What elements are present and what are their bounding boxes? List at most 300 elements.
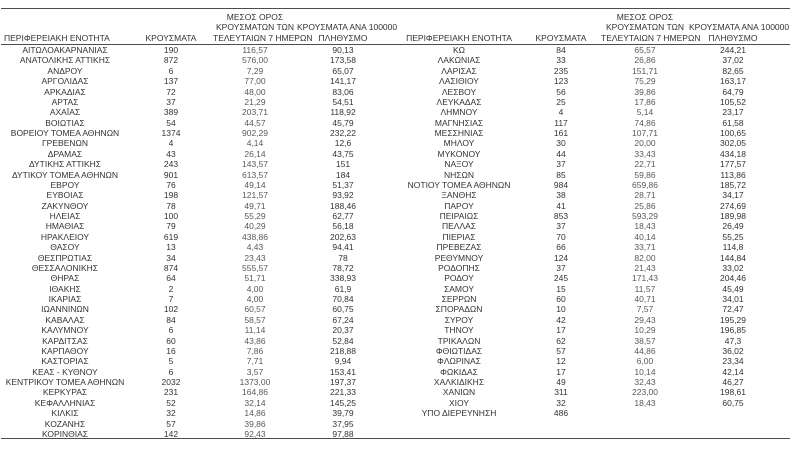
avg7-value: 11,14 xyxy=(244,325,266,336)
avg7-value: 121,57 xyxy=(242,190,268,201)
avg7-value: 143,57 xyxy=(242,159,268,170)
region-name: ΝΗΣΩΝ xyxy=(443,169,475,180)
avg7-value: 65,57 xyxy=(634,45,656,55)
per100k-value: 37,95 xyxy=(332,418,354,429)
avg7-value: 171,43 xyxy=(632,273,658,284)
cases-value: 84 xyxy=(556,45,566,55)
avg7-value: 33,43 xyxy=(634,148,656,159)
table-row xyxy=(1,242,389,252)
header-per100k-line2: ΠΛΗΘΥΣΜΟ xyxy=(708,32,758,43)
avg7-value: 902,29 xyxy=(242,128,268,138)
table-row xyxy=(397,232,777,242)
cases-value: 198 xyxy=(163,190,179,201)
region-name: ΗΡΑΚΛΕΙΟΥ xyxy=(40,231,90,242)
table-row xyxy=(1,107,389,117)
cases-value: 66 xyxy=(556,242,566,253)
cases-value: 872 xyxy=(163,55,179,66)
table-row xyxy=(1,159,389,169)
avg7-value: 26,14 xyxy=(244,148,266,159)
region-name: ΣΠΟΡΑΔΩΝ xyxy=(435,304,483,315)
region-name: ΙΩΑΝΝΙΝΩΝ xyxy=(41,304,89,315)
table-row xyxy=(397,118,777,128)
header-avg7-right xyxy=(601,11,701,45)
avg7-value: 43,86 xyxy=(244,335,266,346)
avg7-value: 10,29 xyxy=(634,325,656,336)
per100k-value: 232,22 xyxy=(330,128,356,138)
avg7-value: 58,57 xyxy=(244,314,266,325)
table-row xyxy=(397,180,777,190)
table-row xyxy=(1,273,389,283)
header-avg7-line3: ΤΕΛΕΥΤΑΙΩΝ 7 ΗΜΕΡΩΝ xyxy=(601,32,701,43)
cases-value: 49 xyxy=(556,377,566,387)
table-row xyxy=(397,242,777,252)
header-region-right: ΠΕΡΙΦΕΡΕΙΑΚΗ ΕΝΟΤΗΤΑ xyxy=(406,32,512,43)
avg7-value: 4,14 xyxy=(246,138,264,149)
cases-value: 124 xyxy=(553,252,569,263)
per100k-value: 145,25 xyxy=(330,397,356,408)
cases-value: 4 xyxy=(168,138,174,149)
avg7-value: 49,71 xyxy=(244,200,266,211)
per100k-value: 55,25 xyxy=(722,231,744,242)
avg7-value: 60,57 xyxy=(244,304,266,315)
region-name: ΚΕΦΑΛΛΗΝΙΑΣ xyxy=(34,397,96,408)
region-name: ΒΟΡΕΙΟΥ ΤΟΜΕΑ ΑΘΗΝΩΝ xyxy=(10,128,120,138)
cases-value: 100 xyxy=(163,211,179,221)
avg7-value: 7,86 xyxy=(246,345,264,356)
cases-value: 486 xyxy=(553,408,569,419)
region-name: ΘΑΣΟΥ xyxy=(50,242,80,253)
per100k-value: 151 xyxy=(335,159,351,170)
per100k-value: 52,84 xyxy=(332,335,354,346)
region-name: ΦΘΙΩΤΙΔΑΣ xyxy=(435,345,483,356)
per100k-value: 93,92 xyxy=(332,190,354,201)
region-name: ΑΡΓΟΛΙΔΑΣ xyxy=(41,76,89,87)
cases-value: 41 xyxy=(556,200,566,211)
table-row xyxy=(1,66,389,76)
table-row xyxy=(1,315,389,325)
table-row xyxy=(1,201,389,211)
per100k-value: 65,07 xyxy=(332,65,354,76)
region-name: ΚΕΝΤΡΙΚΟΥ ΤΟΜΕΑ ΑΘΗΝΩΝ xyxy=(5,377,125,387)
per100k-value: 23,17 xyxy=(722,107,744,118)
avg7-value: 116,57 xyxy=(242,45,268,55)
cases-value: 2 xyxy=(168,283,174,294)
avg7-value: 29,43 xyxy=(634,314,656,325)
per100k-value: 153,41 xyxy=(330,366,356,377)
per100k-value: 64,79 xyxy=(722,86,744,97)
avg7-value: 4,43 xyxy=(246,242,264,253)
table-row xyxy=(397,398,777,408)
per100k-value: 60,75 xyxy=(332,304,354,315)
per100k-value: 78 xyxy=(338,252,348,263)
region-name: ΗΛΕΙΑΣ xyxy=(49,211,81,221)
header-avg7-line1: ΜΕΣΟΣ ΟΡΟΣ xyxy=(226,11,284,22)
table-row xyxy=(1,45,389,55)
per100k-value: 26,49 xyxy=(722,221,744,232)
avg7-value: 26,86 xyxy=(634,55,656,66)
region-name: ΠΙΕΡΙΑΣ xyxy=(442,231,476,242)
region-name: ΑΝΔΡΟΥ xyxy=(47,65,83,76)
per100k-value: 72,47 xyxy=(722,304,744,315)
region-name: ΚΕΡΚΥΡΑΣ xyxy=(42,387,88,398)
avg7-value: 44,57 xyxy=(244,117,266,128)
avg7-value: 6,00 xyxy=(636,356,654,367)
cases-value: 42 xyxy=(556,314,566,325)
avg7-value: 21,29 xyxy=(244,96,266,107)
regional-cases-table xyxy=(1,8,790,439)
per100k-value: 221,33 xyxy=(330,387,356,398)
header-per100k-line1: ΚΡΟΥΣΜΑΤΑ ΑΝΑ 100000 xyxy=(689,22,790,32)
cases-value: 79 xyxy=(166,221,176,232)
cases-value: 52 xyxy=(166,397,176,408)
per100k-value: 94,41 xyxy=(332,242,354,253)
table-row xyxy=(397,346,777,356)
cases-value: 853 xyxy=(553,211,569,221)
cases-value: 235 xyxy=(553,65,569,76)
per100k-value: 70,84 xyxy=(332,294,354,304)
table-row xyxy=(397,201,777,211)
header-avg7-line1: ΜΕΣΟΣ ΟΡΟΣ xyxy=(616,11,674,22)
per100k-value: 185,72 xyxy=(720,179,746,190)
cases-value: 34 xyxy=(166,252,176,263)
table-row xyxy=(1,253,389,263)
per100k-value: 114,8 xyxy=(722,242,744,253)
region-name: ΕΥΒΟΙΑΣ xyxy=(46,190,84,201)
region-name: ΥΠΟ ΔΙΕΡΕΥΝΗΣΗ xyxy=(421,408,497,419)
cases-value: 43 xyxy=(166,148,176,159)
region-name: ΡΟΔΟΥ xyxy=(444,273,474,284)
per100k-value: 302,05 xyxy=(720,138,746,149)
avg7-value: 4,00 xyxy=(246,283,264,294)
table-row xyxy=(397,387,777,397)
header-per100k-line2: ΠΛΗΘΥΣΜΟ xyxy=(318,32,368,43)
avg7-value: 75,29 xyxy=(634,76,656,87)
table-row xyxy=(397,76,777,86)
cases-value: 1374 xyxy=(161,128,181,138)
region-name: ΤΡΙΚΑΛΩΝ xyxy=(437,335,481,346)
table-row xyxy=(397,356,777,366)
avg7-value: 40,71 xyxy=(634,294,656,304)
cases-value: 901 xyxy=(163,169,179,180)
avg7-value: 4,00 xyxy=(246,294,264,304)
cases-value: 84 xyxy=(166,314,176,325)
per100k-value: 42,14 xyxy=(722,366,744,377)
avg7-value: 11,57 xyxy=(634,283,656,294)
avg7-value: 55,29 xyxy=(244,211,266,221)
region-name: ΠΕΙΡΑΙΩΣ xyxy=(439,211,479,221)
cases-value: 57 xyxy=(556,345,566,356)
cases-value: 245 xyxy=(553,273,569,284)
region-name: ΚΑΣΤΟΡΙΑΣ xyxy=(41,356,89,367)
per100k-value xyxy=(689,408,777,418)
per100k-value: 33,02 xyxy=(722,262,744,273)
table-row xyxy=(397,304,777,314)
per100k-value: 188,46 xyxy=(330,200,356,211)
avg7-value: 18,43 xyxy=(634,397,656,408)
avg7-value: 59,86 xyxy=(634,169,656,180)
table-row xyxy=(397,253,777,263)
table-row xyxy=(397,273,777,283)
table-row xyxy=(397,170,777,180)
region-name: ΚΟΡΙΝΘΙΑΣ xyxy=(41,428,89,439)
table-row xyxy=(1,149,389,159)
table-row xyxy=(397,55,777,65)
avg7-value: 1373,00 xyxy=(239,377,271,387)
avg7-value: 576,00 xyxy=(242,55,268,66)
cases-value: 6 xyxy=(168,366,174,377)
avg7-value: 77,00 xyxy=(244,76,266,87)
per100k-value: 23,34 xyxy=(722,356,744,367)
avg7-value: 151,71 xyxy=(632,65,658,76)
avg7-value: 21,43 xyxy=(634,262,656,273)
per100k-value: 244,21 xyxy=(720,45,746,55)
table-row xyxy=(397,66,777,76)
table-row xyxy=(397,45,777,55)
avg7-value: 49,14 xyxy=(244,179,266,190)
region-name: ΡΟΔΟΠΗΣ xyxy=(438,262,480,273)
per100k-value: 61,9 xyxy=(334,283,352,294)
per100k-value: 195,29 xyxy=(720,314,746,325)
avg7-value: 107,71 xyxy=(632,128,658,138)
region-name: ΔΥΤΙΚΟΥ ΤΟΜΕΑ ΑΘΗΝΩΝ xyxy=(11,169,119,180)
region-name: ΜΗΛΟΥ xyxy=(443,138,475,149)
table-row xyxy=(1,377,389,387)
region-name: ΠΡΕΒΕΖΑΣ xyxy=(436,242,482,253)
avg7-value: 17,86 xyxy=(634,96,656,107)
cases-value: 62 xyxy=(556,335,566,346)
region-name: ΜΥΚΟΝΟΥ xyxy=(437,148,481,159)
avg7-value: 40,14 xyxy=(634,231,656,242)
cases-value: 117 xyxy=(554,117,568,128)
per100k-value: 184 xyxy=(335,169,351,180)
per100k-value: 218,88 xyxy=(330,345,356,356)
region-name: ΕΒΡΟΥ xyxy=(50,179,80,190)
table-header xyxy=(1,9,790,45)
avg7-value: 203,71 xyxy=(242,107,268,118)
avg7-value: 3,57 xyxy=(246,366,264,377)
avg7-value: 7,57 xyxy=(636,304,654,315)
cases-value: 72 xyxy=(166,86,176,97)
avg7-value: 164,86 xyxy=(242,387,268,398)
table-row xyxy=(397,377,777,387)
per100k-value: 274,69 xyxy=(720,200,746,211)
table-row xyxy=(397,408,777,418)
per100k-value: 105,52 xyxy=(720,96,746,107)
table-row xyxy=(1,190,389,200)
cases-value: 33 xyxy=(556,55,566,66)
region-name: ΓΡΕΒΕΝΩΝ xyxy=(42,138,88,149)
per100k-value: 45,79 xyxy=(332,117,354,128)
avg7-value: 82,00 xyxy=(634,252,656,263)
region-name: ΔΥΤΙΚΗΣ ΑΤΤΙΚΗΣ xyxy=(28,159,102,170)
cases-value: 6 xyxy=(168,325,174,336)
region-name: ΧΙΟΥ xyxy=(448,397,470,408)
region-name: ΙΘΑΚΗΣ xyxy=(49,283,81,294)
region-name: ΚΩ xyxy=(452,45,466,55)
region-name: ΧΑΝΙΩΝ xyxy=(442,387,476,398)
per100k-value: 177,57 xyxy=(720,159,746,170)
table-row xyxy=(397,190,777,200)
cases-value: 2032 xyxy=(161,377,181,387)
region-name: ΑΡΤΑΣ xyxy=(51,96,79,107)
per100k-value: 47,3 xyxy=(724,335,742,346)
region-name: ΛΕΣΒΟΥ xyxy=(441,86,477,97)
table-body xyxy=(1,45,790,439)
table-row xyxy=(1,221,389,231)
cases-value: 6 xyxy=(168,65,174,76)
cases-value: 874 xyxy=(163,262,179,273)
avg7-value: 32,14 xyxy=(244,397,266,408)
table-row xyxy=(397,138,777,148)
table-row xyxy=(397,128,777,138)
region-name: ΛΑΣΙΘΙΟΥ xyxy=(439,76,479,87)
table-row xyxy=(1,284,389,294)
table-row xyxy=(397,263,777,273)
avg7-value: 39,86 xyxy=(244,418,266,429)
cases-value: 32 xyxy=(166,408,176,419)
avg7-value: 74,86 xyxy=(634,117,656,128)
region-name: ΙΚΑΡΙΑΣ xyxy=(48,294,82,304)
cases-value: 102 xyxy=(163,304,179,315)
table-row xyxy=(1,419,389,429)
cases-value: 56 xyxy=(556,86,566,97)
per100k-value: 62,77 xyxy=(332,211,354,221)
region-name: ΘΕΣΣΑΛΟΝΙΚΗΣ xyxy=(31,262,99,273)
region-name: ΚΕΑΣ - ΚΥΘΝΟΥ xyxy=(32,366,98,377)
region-name: ΛΗΜΝΟΥ xyxy=(440,107,478,118)
per100k-value: 82,65 xyxy=(722,65,744,76)
region-name: ΒΟΙΩΤΙΑΣ xyxy=(45,117,85,128)
per100k-value: 434,18 xyxy=(720,148,746,159)
region-name: ΛΑΡΙΣΑΣ xyxy=(441,65,477,76)
cases-value: 16 xyxy=(166,345,176,356)
table-row xyxy=(1,356,389,366)
table-row xyxy=(1,263,389,273)
region-name: ΚΑΛΥΜΝΟΥ xyxy=(41,325,89,336)
per100k-value: 338,93 xyxy=(330,273,356,284)
cases-value: 389 xyxy=(163,107,179,118)
table-row xyxy=(1,232,389,242)
cases-value: 37 xyxy=(166,96,176,107)
region-name: ΝΑΞΟΥ xyxy=(444,159,474,170)
cases-value: 984 xyxy=(553,179,569,190)
region-name: ΖΑΚΥΝΘΟΥ xyxy=(41,200,89,211)
avg7-value: 48,00 xyxy=(244,86,266,97)
cases-value: 123 xyxy=(553,76,569,87)
region-name: ΣΕΡΡΩΝ xyxy=(441,294,477,304)
table-row xyxy=(397,97,777,107)
table-row xyxy=(1,367,389,377)
region-name: ΞΑΝΘΗΣ xyxy=(441,190,477,201)
header-cases-right: ΚΡΟΥΣΜΑΤΑ xyxy=(535,32,587,43)
avg7-value: 593,29 xyxy=(632,211,658,221)
avg7-value: 613,57 xyxy=(242,169,268,180)
per100k-value: 163,17 xyxy=(720,76,746,87)
per100k-value: 100,65 xyxy=(720,128,746,138)
cases-value: 7 xyxy=(168,294,174,304)
cases-value: 37 xyxy=(556,221,566,232)
per100k-value: 198,61 xyxy=(720,387,746,398)
cases-value: 37 xyxy=(556,262,566,273)
cases-value: 25 xyxy=(556,96,566,107)
per100k-value: 60,75 xyxy=(722,397,744,408)
region-name: ΑΡΚΑΔΙΑΣ xyxy=(44,86,86,97)
cases-value: 76 xyxy=(166,179,176,190)
table-row xyxy=(397,87,777,97)
table-row xyxy=(1,138,389,148)
per100k-value: 20,37 xyxy=(332,325,354,336)
cases-value: 54 xyxy=(166,117,176,128)
cases-value: 619 xyxy=(163,231,179,242)
avg7-value: 23,43 xyxy=(244,252,266,263)
per100k-value: 34,01 xyxy=(722,294,744,304)
region-name: ΜΕΣΣΗΝΙΑΣ xyxy=(434,128,484,138)
cases-value: 10 xyxy=(556,304,566,315)
table-row xyxy=(1,87,389,97)
cases-value: 12 xyxy=(556,356,566,367)
table-row xyxy=(1,346,389,356)
per100k-value: 39,79 xyxy=(332,408,354,419)
header-cases-left: ΚΡΟΥΣΜΑΤΑ xyxy=(145,32,197,43)
avg7-value: 28,71 xyxy=(634,190,656,201)
table-row xyxy=(1,398,389,408)
table-row xyxy=(1,97,389,107)
avg7-value: 25,86 xyxy=(634,200,656,211)
region-name: ΗΜΑΘΙΑΣ xyxy=(45,221,85,232)
table-row xyxy=(1,304,389,314)
table-row xyxy=(397,107,777,117)
header-avg7-line2: ΚΡΟΥΣΜΑΤΩΝ ΤΩΝ xyxy=(216,22,294,32)
avg7-value: 39,86 xyxy=(634,86,656,97)
avg7-value: 92,43 xyxy=(244,428,266,439)
per100k-value: 46,27 xyxy=(722,377,744,387)
avg7-value: 5,14 xyxy=(636,107,654,118)
header-avg7-line2: ΚΡΟΥΣΜΑΤΩΝ ΤΩΝ xyxy=(606,22,684,32)
per100k-value: 144,84 xyxy=(720,252,746,263)
table-row xyxy=(1,325,389,335)
per100k-value: 34,17 xyxy=(722,190,744,201)
region-name: ΔΡΑΜΑΣ xyxy=(47,148,83,159)
avg7-value: 51,71 xyxy=(244,273,266,284)
per100k-value: 90,13 xyxy=(332,45,354,55)
header-avg7-left xyxy=(213,11,313,45)
right-column-group xyxy=(397,45,777,419)
cases-value: 38 xyxy=(556,190,566,201)
cases-value: 311 xyxy=(554,387,568,398)
table-row xyxy=(397,367,777,377)
cases-value: 13 xyxy=(166,242,176,253)
region-name: ΑΙΤΩΛΟΑΚΑΡΝΑΝΙΑΣ xyxy=(22,45,108,55)
avg7-value: 33,71 xyxy=(634,242,656,253)
region-name: ΛΑΚΩΝΙΑΣ xyxy=(437,55,481,66)
avg7-value: 438,86 xyxy=(242,231,268,242)
table-row xyxy=(1,408,389,418)
table-row xyxy=(1,180,389,190)
avg7-value: 40,29 xyxy=(244,221,266,232)
table-row xyxy=(1,76,389,86)
region-name: ΠΑΡΟΥ xyxy=(444,200,474,211)
cases-value: 243 xyxy=(163,159,179,170)
region-name: ΜΑΓΝΗΣΙΑΣ xyxy=(434,117,484,128)
region-name: ΚΟΖΑΝΗΣ xyxy=(44,418,86,429)
per100k-value: 56,18 xyxy=(332,221,354,232)
per100k-value: 197,37 xyxy=(330,377,356,387)
avg7-value xyxy=(601,408,689,418)
table-row xyxy=(397,284,777,294)
table-row xyxy=(397,159,777,169)
table-row xyxy=(1,336,389,346)
avg7-value: 20,00 xyxy=(634,138,656,149)
